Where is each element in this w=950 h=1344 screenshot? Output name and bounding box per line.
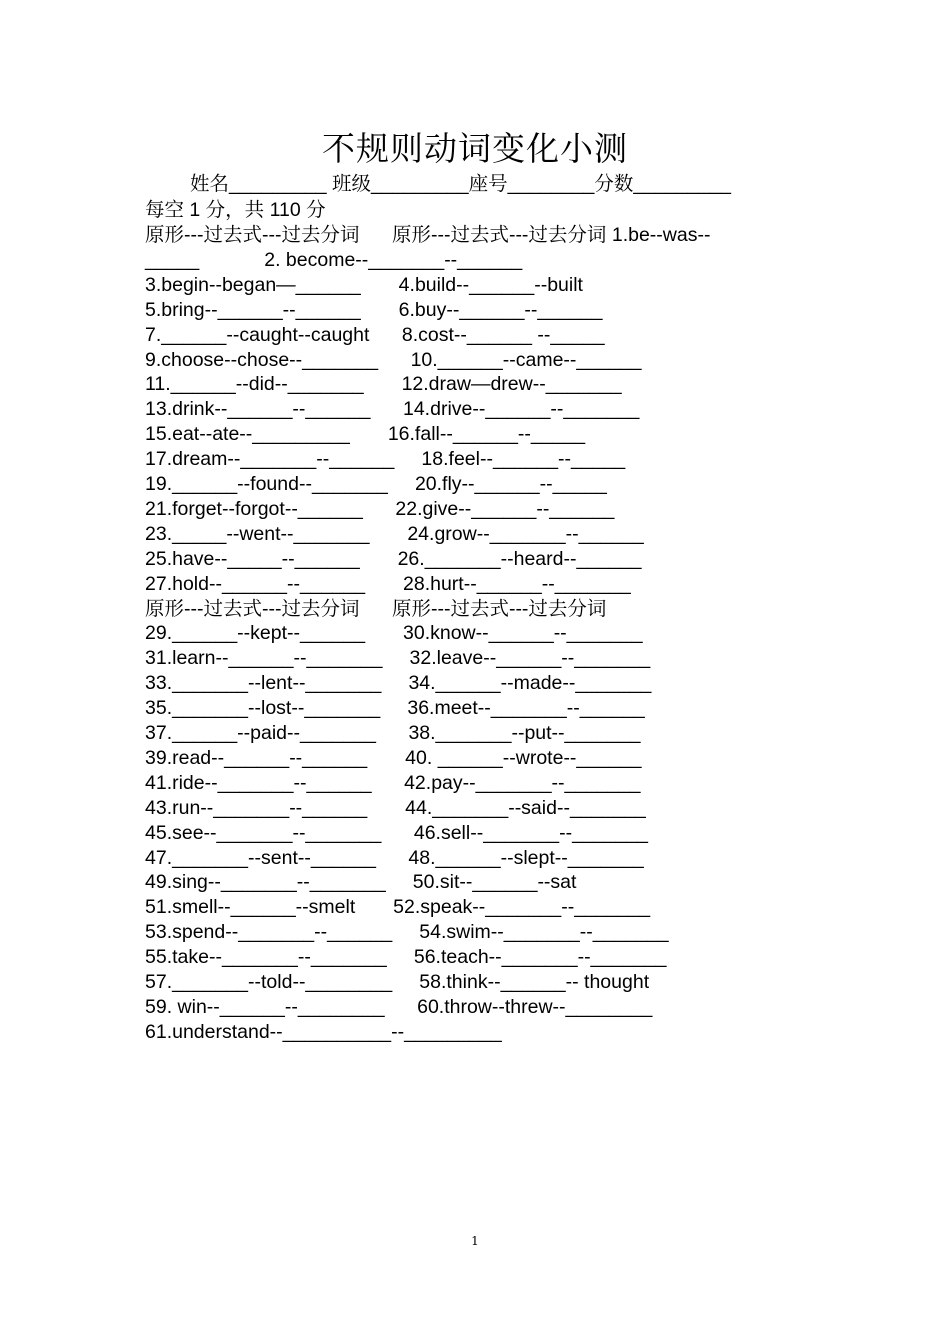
worksheet-title: 不规则动词变化小测 <box>322 129 628 168</box>
question-line: 19.______--found--_______ 20.fly--______--_____ <box>145 473 607 495</box>
question-line: 5.bring--______--______ 6.buy--______--______ <box>145 298 603 321</box>
question-line: 61.understand--__________--_________ <box>145 1020 502 1043</box>
question-line: 59. win--______--________ 60.throw--threw--________ <box>145 995 653 1018</box>
question-line: 33._______--lent--_______ 34.______--made--_______ <box>145 672 652 695</box>
question-line: 21.forget--forgot--______ 22.give--______--______ <box>145 497 615 520</box>
question-line: 31.learn--______--_______ 32.leave--______--_______ <box>145 647 651 670</box>
question-line: 57._______--told--________ 58.think--______-- thought <box>145 971 650 993</box>
student-info-line: 姓名_________ 班级_________座号________分数_________ <box>190 173 731 195</box>
question-line: 35._______--lost--_______ 36.meet--_______--______ <box>145 697 645 720</box>
question-line: 55.take--_______--_______ 56.teach--_______--_______ <box>145 946 667 969</box>
page-number: 1 <box>471 1234 479 1248</box>
question-line: 29.______--kept--______ 30.know--______--_______ <box>145 622 643 645</box>
question-line: 17.dream--_______--______ 18.feel--______--_____ <box>145 448 626 471</box>
question-line: 11.______--did--_______ 12.draw—drew--_______ <box>145 373 622 396</box>
question-line: 43.run--_______--______ 44._______--said--_______ <box>145 796 646 819</box>
question-line: 原形---过去式---过去分词 原形---过去式---过去分词 1.be--was-- <box>145 224 711 246</box>
question-line: 27.hold--______--______ 28.hurt--______--_______ <box>145 572 631 595</box>
question-line: 45.see--_______--_______ 46.sell--_______--_______ <box>145 821 649 844</box>
question-line: 7.______--caught--caught 8.cost--______ --_____ <box>145 323 605 346</box>
question-line: 37.______--paid--_______ 38._______--put--_______ <box>145 722 641 744</box>
question-line: _____ 2. become--_______--______ <box>145 248 523 271</box>
question-line: 41.ride--_______--______ 42.pay--_______--_______ <box>145 771 641 794</box>
question-line: 23._____--went--_______ 24.grow--_______--______ <box>145 522 644 545</box>
question-line: 9.choose--chose--_______ 10.______--came--______ <box>145 348 642 371</box>
question-line: 15.eat--ate--_________ 16.fall--______--_____ <box>145 423 586 446</box>
question-line: 51.smell--______--smelt 52.speak--_______--_______ <box>145 896 651 919</box>
question-line: 53.spend--_______--______ 54.swim--_______--_______ <box>145 921 669 944</box>
question-line: 47._______--sent--______ 48.______--slept--_______ <box>145 846 644 869</box>
question-line: 3.begin--began—______ 4.build--______--built <box>145 273 583 296</box>
question-line: 13.drink--______--______ 14.drive--______--_______ <box>145 398 640 421</box>
question-line: 25.have--_____--______ 26._______--heard--______ <box>145 547 642 570</box>
question-line: 49.sing--_______--_______ 50.sit--______--sat <box>145 871 577 894</box>
question-line: 39.read--______--______ 40. ______--wrote--______ <box>145 746 642 769</box>
question-line: 原形---过去式---过去分词 原形---过去式---过去分词 <box>145 597 607 620</box>
score-note: 每空 1 分，共 110 分 <box>145 199 326 221</box>
